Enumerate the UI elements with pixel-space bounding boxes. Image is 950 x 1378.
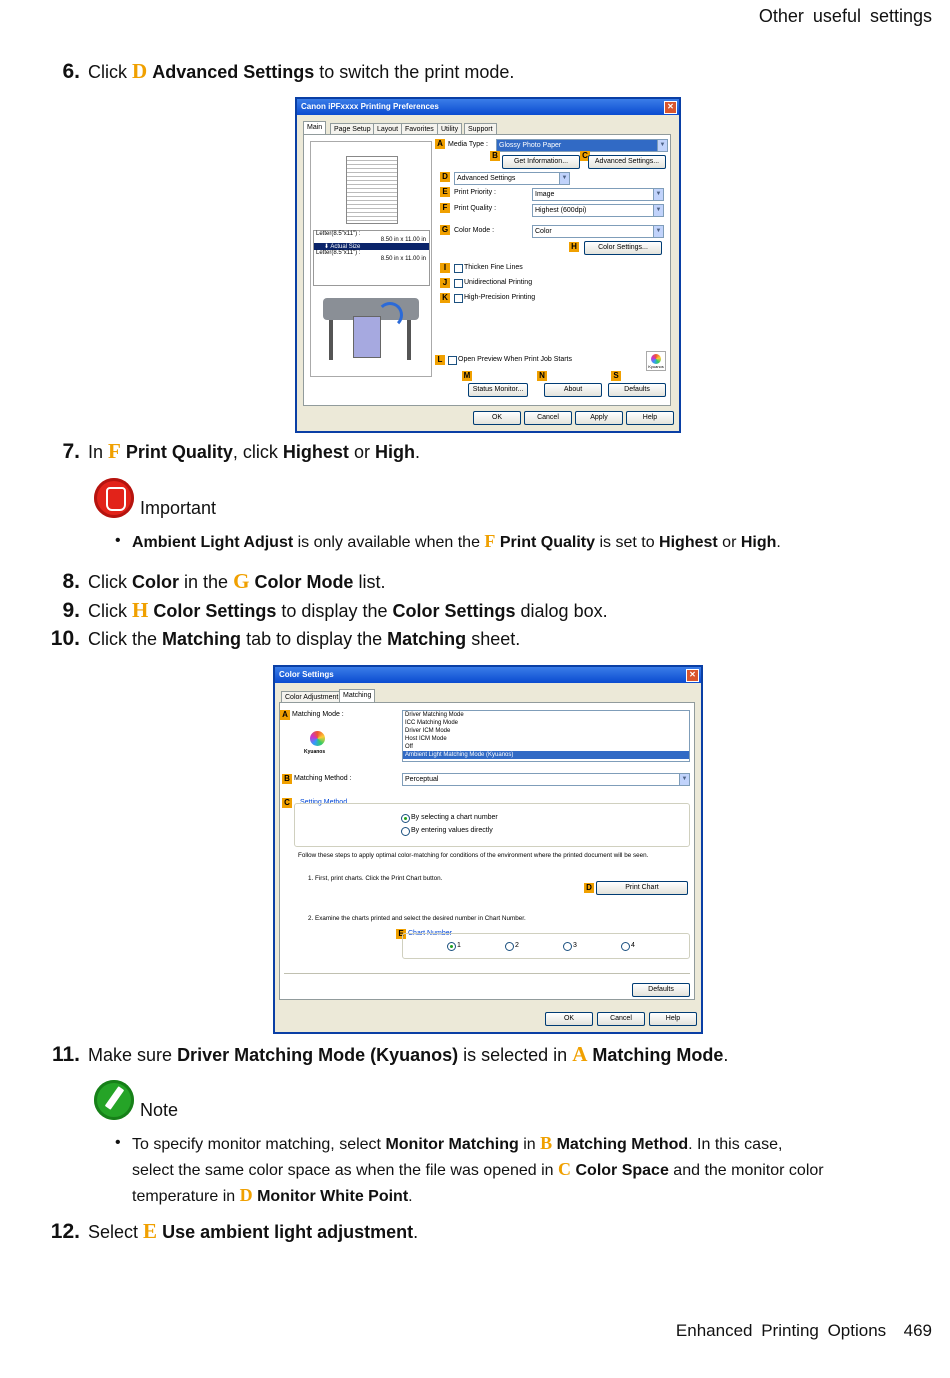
list-item[interactable]: Driver Matching Mode [405,712,464,718]
callout-c: C [282,798,292,808]
step-8: 8. Click Color in the G Color Mode list. [62,569,386,593]
chart-number-label: Chart Number [408,930,452,937]
advanced-settings-button[interactable]: Advanced Settings... [588,155,666,169]
chevron-down-icon: ▼ [653,189,663,200]
instruction-step-2: 2. Examine the charts printed and select the desired number in Chart Number. [308,915,526,922]
step-7: 7. In F Print Quality, click Highest or High. [62,439,420,463]
callout-d: D [584,883,594,893]
note-callout [94,1080,294,1124]
chevron-down-icon: ▼ [559,173,569,184]
high-precision-label: High-Precision Printing [464,294,536,301]
tab-favorites[interactable]: Favorites [401,123,438,135]
color-mode-label: Color Mode : [454,227,495,234]
by-values-label: By entering values directly [411,827,493,834]
tab-page-setup[interactable]: Page Setup [330,123,375,135]
important-title: Important [140,498,217,518]
matching-mode-label: Matching Mode : [292,711,344,718]
instruction-step-1: 1. First, print charts. Click the Print Chart button. [308,875,443,882]
list-item[interactable]: Off [405,744,413,750]
chart-radio-2[interactable] [505,942,514,951]
callout-n: N [537,371,547,381]
tab-layout[interactable]: Layout [373,123,402,135]
defaults-button[interactable]: Defaults [632,983,690,997]
by-values-radio[interactable] [401,827,410,836]
matching-panel [279,702,695,1000]
preview-area [310,141,432,377]
chevron-down-icon: ▼ [653,205,663,216]
unidirectional-label: Unidirectional Printing [464,279,533,286]
print-priority-select[interactable]: Image ▼ [532,188,664,201]
important-callout [94,478,294,522]
chart-radio-4[interactable] [621,942,630,951]
setting-method-group [294,803,690,847]
callout-f: F [440,203,450,213]
print-quality-select[interactable]: Highest (600dpi) ▼ [532,204,664,217]
callout-e: E [440,187,450,197]
step-9: 9. Click H Color Settings to display the Color Settings dialog box. [62,598,608,622]
printer-illustration [319,290,423,370]
callout-k: K [440,293,450,303]
dialog-title-bar: Color Settings ✕ [275,667,701,683]
thicken-checkbox[interactable] [454,264,463,273]
chart-radio-1[interactable] [447,942,456,951]
callout-c: C [580,151,590,161]
callout-e: E [396,929,406,939]
tab-support[interactable]: Support [464,123,497,135]
by-chart-radio[interactable] [401,814,410,823]
tab-utility[interactable]: Utility [437,123,462,135]
callout-l: L [435,355,445,365]
color-settings-button[interactable]: Color Settings... [584,241,662,255]
open-preview-checkbox[interactable] [448,356,457,365]
step-12: 12. Select E Use ambient light adjustment. [50,1219,419,1243]
color-mode-select[interactable]: Color ▼ [532,225,664,238]
by-chart-label: By selecting a chart number [411,814,498,821]
get-information-button[interactable]: Get Information... [502,155,580,169]
main-tab-panel [303,134,671,406]
step-10: 10. Click the Matching tab to display the Matching sheet. [50,627,521,650]
help-button[interactable]: Help [626,411,674,425]
actual-size-row: ⬇ Actual Size [314,243,429,250]
cancel-button[interactable]: Cancel [524,411,572,425]
chart-option-label: 2 [515,942,519,949]
chevron-down-icon: ▼ [679,774,689,785]
matching-mode-list[interactable] [402,710,690,762]
matching-method-label: Matching Method : [294,775,352,782]
ok-button[interactable]: OK [545,1012,593,1026]
chart-radio-3[interactable] [563,942,572,951]
apply-button[interactable]: Apply [575,411,623,425]
list-item[interactable]: ICC Matching Mode [405,720,459,726]
divider [284,973,690,974]
step-11: 11. Make sure Driver Matching Mode (Kyuanos) is selected in A Matching Mode. [51,1042,729,1066]
running-header: Other useful settings [758,6,932,26]
about-button[interactable]: About [544,383,602,397]
paper-size-info: Letter(8.5"x11") : 8.50 in x 11.00 in ⬇ Actual Size Letter(8.5"x11") : 8.50 in x 11.00 in [313,230,430,286]
tab-main[interactable]: Main [303,121,326,135]
print-mode-select[interactable]: Advanced Settings ▼ [454,172,570,185]
chart-option-label: 3 [573,942,577,949]
callout-a: A [435,139,445,149]
chart-option-label: 1 [457,942,461,949]
callout-a: A [280,710,290,720]
color-settings-dialog [273,665,703,1034]
pencil-icon [94,1080,134,1120]
callout-m: M [463,371,471,380]
important-bullet: • Ambient Light Adjust is only available when the F Print Quality is set to Highest or High. [115,531,781,551]
dialog-title-bar: Canon iPFxxxx Printing Preferences ✕ [297,99,679,115]
open-preview-label: Open Preview When Print Job Starts [458,356,572,363]
unidirectional-checkbox[interactable] [454,279,463,288]
setting-method-label: Setting Method [300,799,348,806]
chart-number-group [402,933,690,959]
print-chart-button[interactable]: Print Chart [596,881,688,895]
step-6: 6. Click D Advanced Settings to switch the print mode. [62,59,515,83]
list-item[interactable]: Host ICM Mode [405,736,447,742]
chevron-down-icon: ▼ [653,226,663,237]
instructions-text: Follow these steps to apply optimal color-matching for conditions of the environment where the printed document will be seen. [298,852,649,859]
page-preview-image [346,156,398,224]
print-quality-label: Print Quality : [454,205,497,212]
chevron-down-icon: ▼ [657,140,667,151]
help-button[interactable]: Help [649,1012,697,1026]
callout-s: S [611,371,621,381]
list-item-selected[interactable]: Ambient Light Matching Mode (Kyuanos) [403,751,689,759]
list-item[interactable]: Driver ICM Mode [405,728,451,734]
ok-button[interactable]: OK [473,411,521,425]
tab-matching[interactable]: Matching [339,689,375,703]
callout-h: H [569,242,579,252]
note-bullet: • To specify monitor matching, select Monitor Matching in B Matching Method. In this case, select the same color space as when the file was opened in C Color Space and the monitor color temperature in D Monitor White Point. [115,1133,824,1205]
print-priority-label: Print Priority : [454,189,497,196]
tab-color-adjustment[interactable]: Color Adjustment [281,691,342,703]
running-footer: Enhanced Printing Options 469 [675,1321,932,1340]
defaults-button[interactable]: Defaults [608,383,666,397]
chart-option-label: 4 [631,942,635,949]
kyuanos-logo: Kyuanos [646,351,666,371]
callout-i: I [440,263,450,273]
callout-g: G [441,225,449,234]
close-icon[interactable]: ✕ [686,669,699,682]
high-precision-checkbox[interactable] [454,294,463,303]
kyuanos-logo: Kyuanos [306,731,330,759]
media-type-select[interactable]: Glossy Photo Paper ▼ [496,139,668,152]
callout-d: D [440,172,450,182]
status-monitor-button[interactable]: Status Monitor... [468,383,528,397]
thicken-label: Thicken Fine Lines [464,264,523,271]
cancel-button[interactable]: Cancel [597,1012,645,1026]
printing-preferences-dialog [295,97,681,433]
callout-b: B [490,151,500,161]
callout-b: B [282,774,292,784]
note-title: Note [140,1100,179,1120]
close-icon[interactable]: ✕ [664,101,677,114]
stop-hand-icon [94,478,134,518]
callout-j: J [440,278,450,288]
matching-method-select[interactable]: Perceptual ▼ [402,773,690,786]
media-type-label: Media Type : [448,141,488,148]
